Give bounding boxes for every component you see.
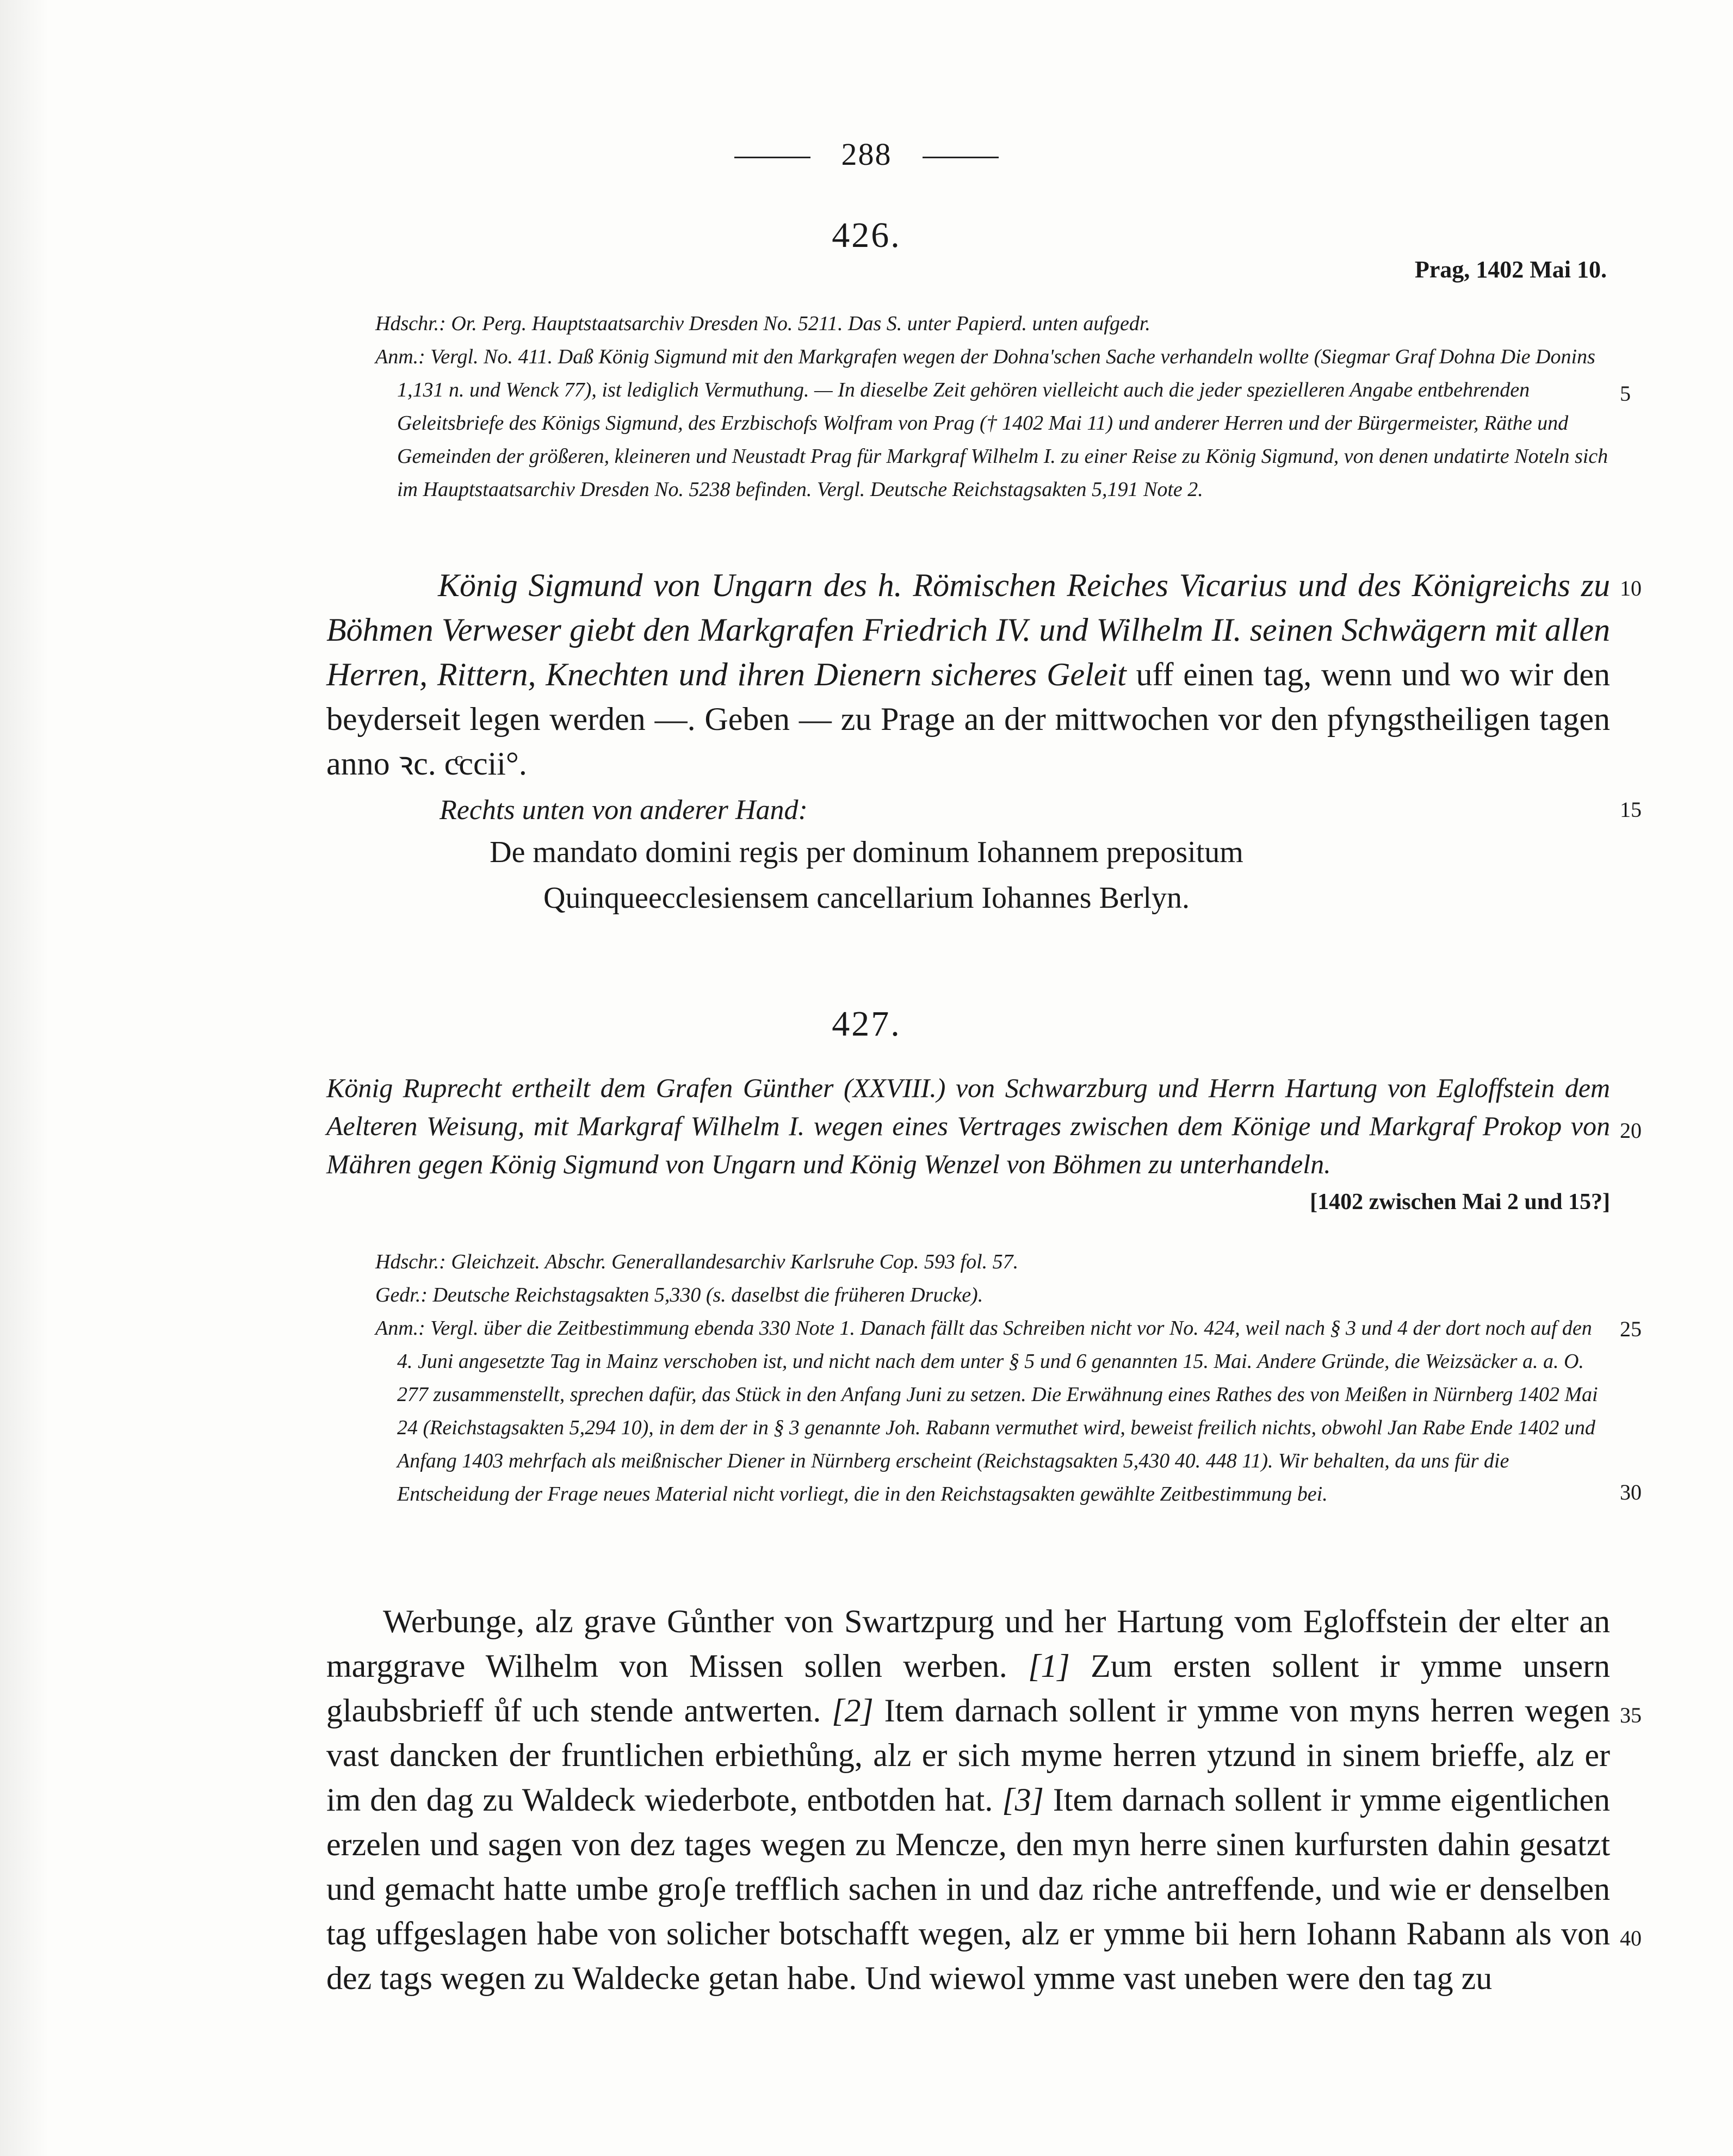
apparatus-line: Hdschr.: Or. Perg. Hauptstaatsarchiv Dresden No. 5211. Das S. unter Papierd. unten aufgedr. [375, 312, 1150, 335]
body-text: Item darnach sollent ir ymme eigentlichen erzelen und sagen von dez tages wegen zu Mencze, den myn herre sinen kurfursten dahin gesatzt und gemacht hatte umbe groʃe trefflich sachen in und daz riche antreffende, und wie er denselben tag uffgeslagen habe von solicher botschafft wegen, alz er ymme bii hern Iohann Rabann als von dez tags wegen zu Waldecke getan habe. Und wiewol ymme vast uneben were den tag zu [326, 1782, 1611, 1996]
mandato-line: De mandato domini regis per dominum Iohannem prepositum [490, 835, 1243, 869]
hand-note: Rechts unten von anderer Hand: [440, 795, 808, 826]
mandato-line: Quinqueecclesiensem cancellarium Iohannes Berlyn. [543, 881, 1190, 915]
body-paragraph [326, 1599, 1610, 2000]
apparatus-line: Hdschr.: Gleichzeit. Abschr. Generallandesarchiv Karlsruhe Cop. 593 fol. 57. [375, 1250, 1019, 1273]
paragraph-marker: [3] [1002, 1782, 1044, 1818]
line-number: 5 [1620, 381, 1631, 406]
paragraph-marker: [2] [832, 1693, 874, 1728]
apparatus-line: Anm.: Vergl. über die Zeitbestimmung ebenda 330 Note 1. Danach fällt das Schreiben nicht vor No. 424, weil nach § 3 und 4 der dort noch auf den 4. Juni angesetzte Tag in Mainz verschoben ist, und nicht nach dem unter § 5 und 6 genannten 15. Mai. Andere Gründe, die Weizsäcker a. a. O. 277 zusammenstellt, sprechen dafür, das Stück in den Anfang Juni zu setzen. Die Erwähnung eines Rathes des von Meißen in Nürnberg 1402 Mai 24 (Reichstagsakten 5,294 10), in dem der in § 3 genannte Joh. Rabann vermuthet wird, beweist freilich nichts, obwohl Jan Rabe Ende 1402 und Anfang 1403 mehrfach als meißnischer Diener in Nürnberg erscheint (Reichstagsakten 5,430 40. 448 11). Wir behalten, da uns für die Entscheidung der Frage neues Material nicht vorliegt, die in den Reichstagsakten gewählte Zeitbestimmung bei. [375, 1317, 1598, 1506]
regest-426 [326, 563, 1610, 786]
page-header [0, 136, 1733, 172]
summary-427 [326, 1069, 1610, 1221]
line-number: 20 [1620, 1118, 1642, 1143]
date-427: [1402 zwischen Mai 2 und 15?] [1310, 1189, 1610, 1215]
page-number: 288 [841, 137, 892, 172]
apparatus-line: Gedr.: Deutsche Reichstagsakten 5,330 (s. daselbst die früheren Drucke). [375, 1284, 983, 1306]
apparatus-426 [375, 307, 1610, 506]
line-number: 40 [1620, 1926, 1642, 1950]
line-number: 30 [1620, 1480, 1642, 1504]
regest-text: uff einen tag, wenn und wo wir den beyderseit legen werden —. Geben — zu Prage an der mittwochen vor den pfyngstheiligen tagen anno ꝛc. cͨccii°. [326, 656, 1611, 782]
body-text: Item darnach sollent ir ymme von myns herren wegen vast dancken der fruntlichen erbiethůng, alz er sich myme herren ytzund in sinem brieffe, alz er im den dag zu Waldeck wiederbote, entbotden hat. [326, 1693, 1610, 1818]
line-number: 35 [1620, 1703, 1642, 1727]
paragraph-marker: [1] [1028, 1648, 1070, 1684]
apparatus-line: Anm.: Vergl. No. 411. Daß König Sigmund mit den Markgrafen wegen der Dohna'schen Sache verhandeln wollte (Siegmar Graf Dohna Die Donins 1,131 n. und Wenck 77), ist lediglich Vermuthung. — In dieselbe Zeit gehören vielleicht auch die jeder spezielleren Angabe entbehrenden Geleitsbriefe des Königs Sigmund, des Erzbischofs Wolfram von Prag († 1402 Mai 11) und anderer Herren und der Bürgermeister, Räthe und Gemeinden der größeren, kleineren und Neustadt Prag für Markgraf Wilhelm I. zu einer Reise zu König Sigmund, von denen undatirte Noteln sich im Hauptstaatsarchiv Dresden No. 5238 befinden. Vergl. Deutsche Reichstagsakten 5,191 Note 2. [375, 345, 1608, 501]
document-number-426: 426. [832, 215, 901, 255]
apparatus-427 [375, 1246, 1610, 1511]
header-rule-right [923, 157, 999, 158]
regest-italic: König Sigmund von Ungarn des h. Römischen Reiches Vicarius und des Königreichs zu Böhmen Verweser giebt den Markgrafen Friedrich IV. und Wilhelm II. seinen Schwägern mit allen Herren, Rittern, Knechten und ihren Dienern sicheres Geleit [326, 567, 1610, 692]
mandato-block [0, 829, 1733, 921]
scan-margin-shadow [0, 0, 49, 2156]
line-number: 25 [1620, 1317, 1642, 1341]
body-text: Werbunge, alz grave Gůnther von Swartzpurg und her Hartung vom Egloffstein der elter an marggrave Wilhelm von Missen sollen werben. [326, 1603, 1610, 1684]
line-number: 10 [1620, 576, 1642, 600]
body-text: Zum ersten sollent ir ymme unsern glaubsbrieff ůf uch stende antwerten. [326, 1648, 1610, 1728]
place-date-426: Prag, 1402 Mai 10. [1414, 256, 1607, 283]
document-body-427 [326, 1599, 1610, 2000]
document-number-427: 427. [832, 1004, 901, 1044]
header-rule-left [734, 157, 810, 158]
line-number: 15 [1620, 797, 1642, 822]
summary-text: König Ruprecht ertheilt dem Grafen Günther (XXVIII.) von Schwarzburg und Herrn Hartung von Egloffstein dem Aelteren Weisung, mit Markgraf Wilhelm I. wegen eines Vertrages zwischen dem Könige und Markgraf Prokop von Mähren gegen König Sigmund von Ungarn und König Wenzel von Böhmen zu unterhandeln. [326, 1073, 1610, 1179]
